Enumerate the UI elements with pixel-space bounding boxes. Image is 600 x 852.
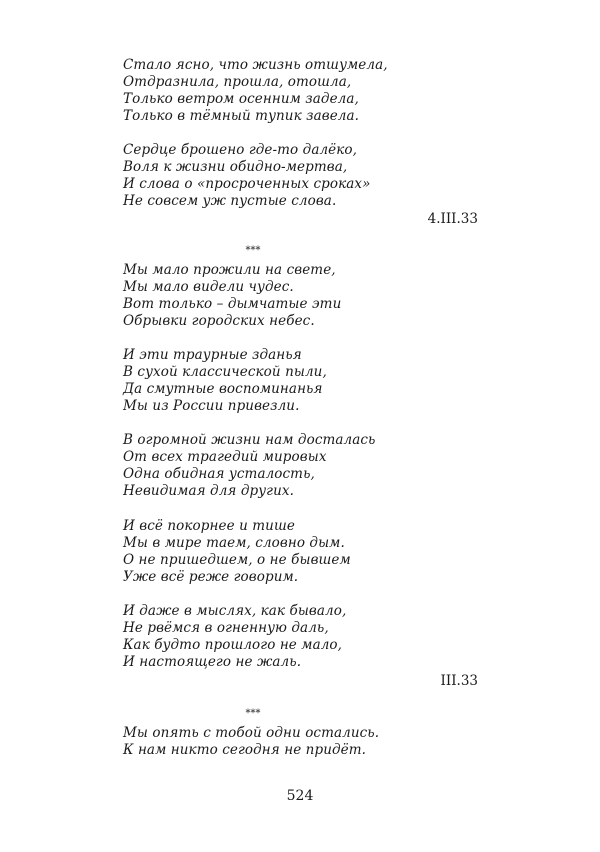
poem-line: Невидимая для других. <box>123 483 294 499</box>
poem-line: Мы мало прожили на свете, <box>123 262 336 278</box>
poem-date: III.33 <box>440 673 478 689</box>
poem-line: К нам никто сегодня не придёт. <box>123 742 367 758</box>
poem-line: Да смутные воспоминанья <box>123 381 323 397</box>
poem-line: И эти траурные зданья <box>123 347 302 363</box>
poem-line: Мы в мире таем, словно дым. <box>123 535 345 551</box>
poem-line: Воля к жизни обидно-мертва, <box>123 159 348 175</box>
page-number: 524 <box>286 788 314 804</box>
poem-line: Уже всё реже говорим. <box>123 569 299 585</box>
poem-line: Не совсем уж пустые слова. <box>123 193 337 209</box>
poem-line: Как будто прошлого не мало, <box>123 637 343 653</box>
section-separator: *** <box>245 708 261 719</box>
poem-line: От всех трагедий мировых <box>123 449 327 465</box>
poem-line: О не пришедшем, о не бывшем <box>123 552 351 568</box>
poem-line: И даже в мыслях, как бывало, <box>123 603 347 619</box>
poem-line: Не рвёмся в огненную даль, <box>123 620 329 636</box>
poem-line: Одна обидная усталость, <box>123 466 315 482</box>
poem-line: Только ветром осенним задела, <box>123 91 359 107</box>
poem-line: И слова о «просроченных сроках» <box>123 176 371 192</box>
poem-line: В огромной жизни нам досталась <box>123 432 376 448</box>
poem-line: Стало ясно, что жизнь отшумела, <box>123 57 388 73</box>
poem-line: И всё покорнее и тише <box>123 518 295 534</box>
poem-line: Мы опять с тобой одни остались. <box>123 725 380 741</box>
poem-line: Вот только – дымчатые эти <box>123 296 342 312</box>
poem-line: И настоящего не жаль. <box>123 654 302 670</box>
poem-line: Мы мало видели чудес. <box>123 279 294 295</box>
poem-line: Только в тёмный тупик завела. <box>123 108 360 124</box>
poem-line: Мы из России привезли. <box>123 398 300 414</box>
poem-line: Сердце брошено где-то далёко, <box>123 142 358 158</box>
poem-line: Обрывки городских небес. <box>123 313 315 329</box>
poem-line: В сухой классической пыли, <box>123 364 327 380</box>
poem-date: 4.III.33 <box>427 211 478 227</box>
poem-line: Отдразнила, прошла, отошла, <box>123 74 352 90</box>
section-separator: *** <box>245 245 261 256</box>
